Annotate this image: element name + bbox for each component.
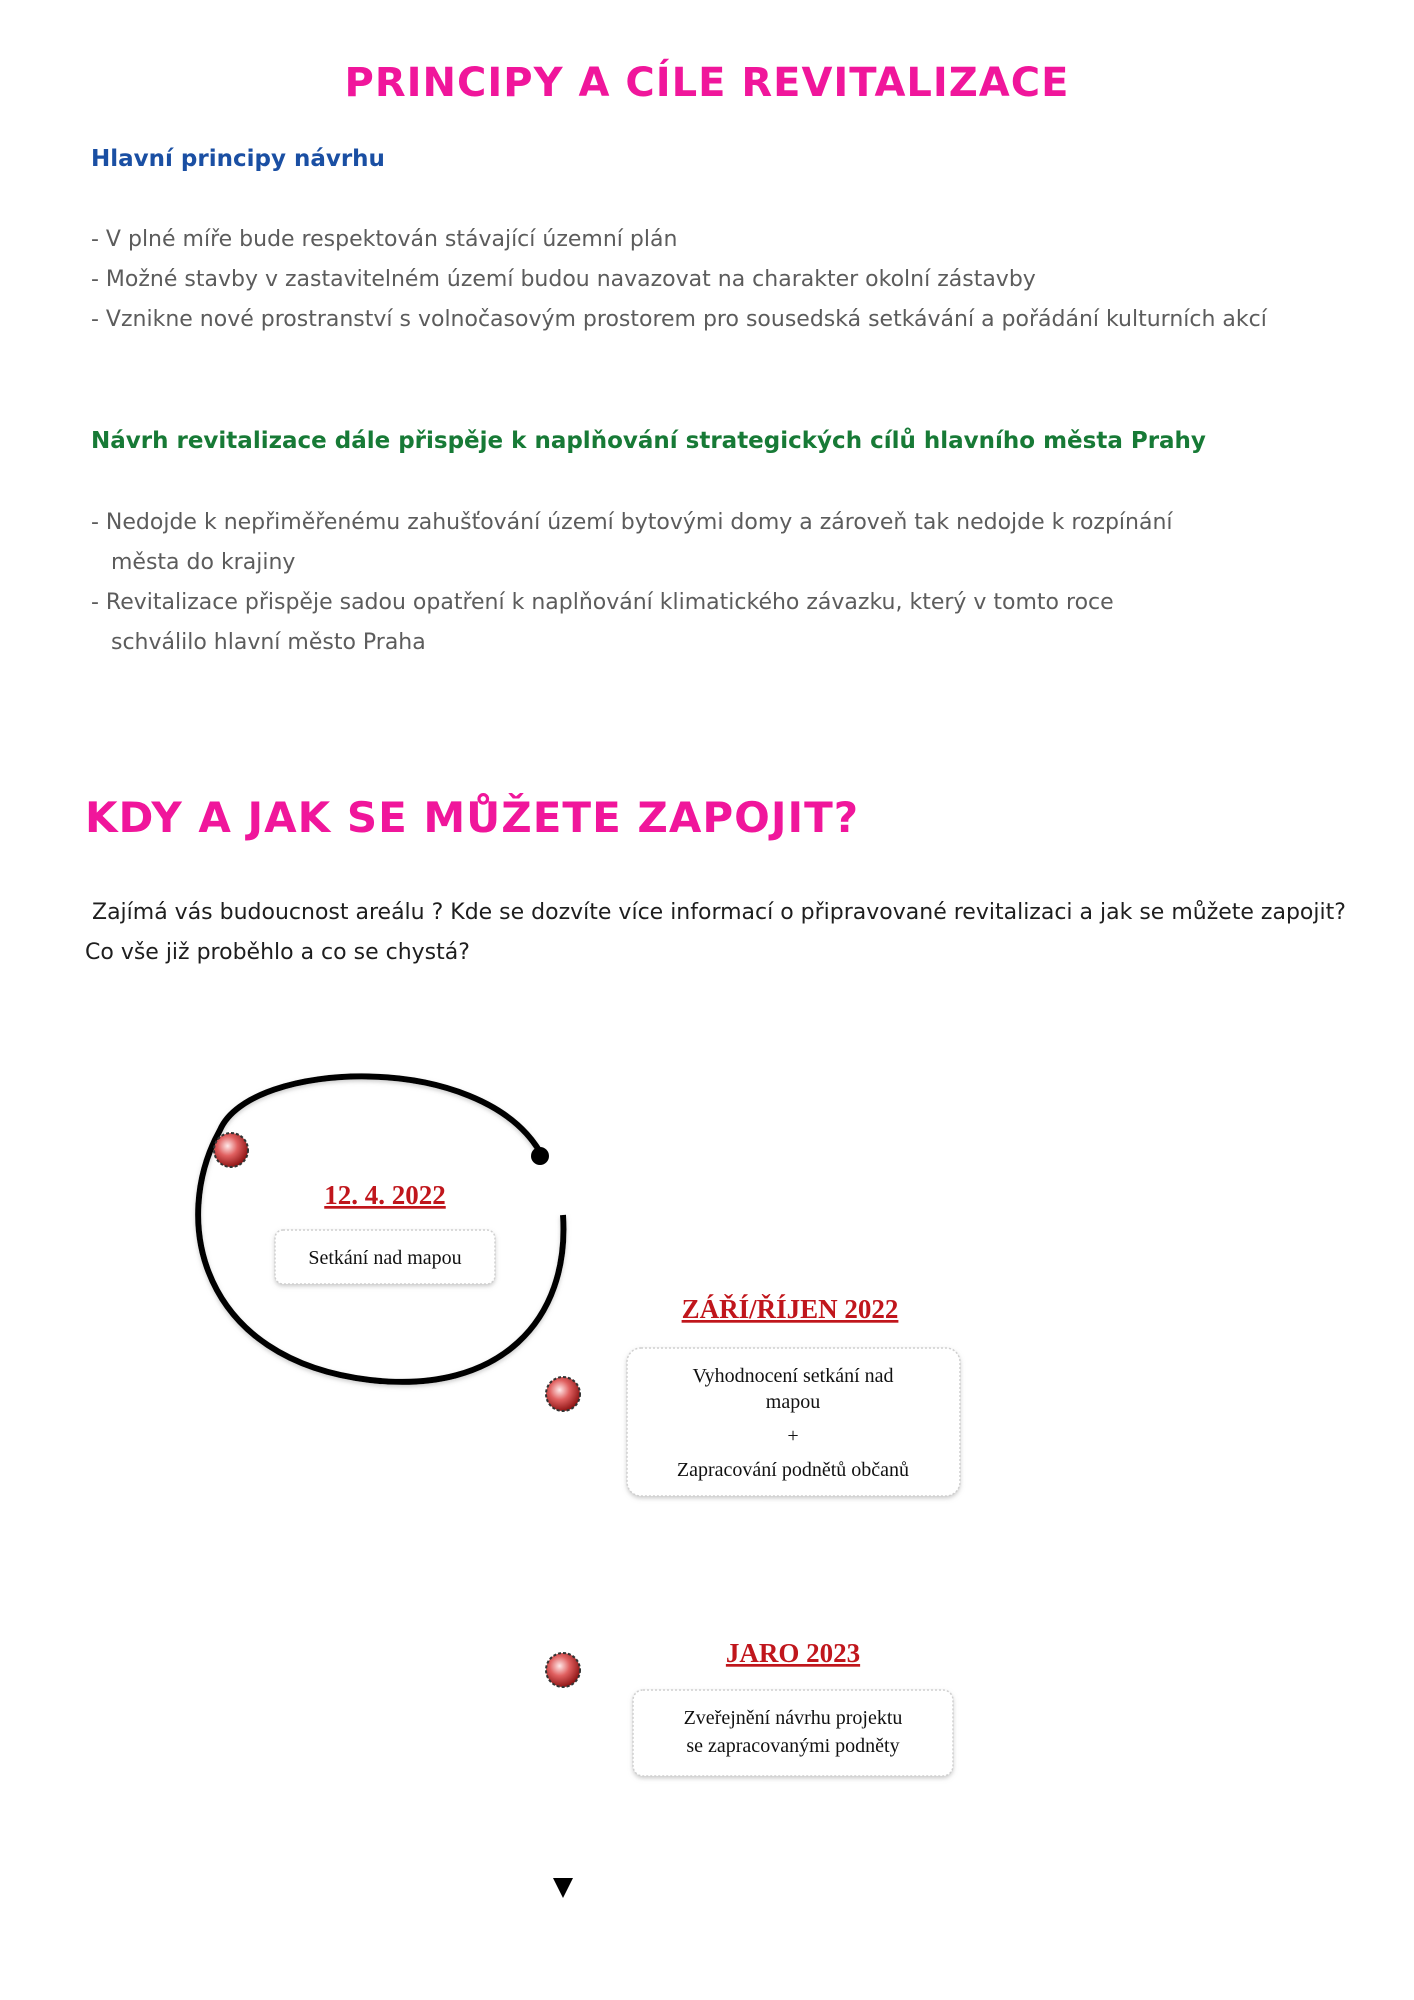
intro-paragraph [85,893,1365,973]
event-text: se zapracovanými podněty [686,1735,900,1757]
list-item-line: - Revitalizace přispěje sadou opatření k naplňování klimatického závazku, který v tomto roce [91,590,1114,615]
event-box [633,1690,953,1776]
event-text: Setkání nad mapou [308,1247,462,1269]
timeline-arrow-head [553,1878,573,1898]
event-text: Zapracování podnětů občanů [676,1459,910,1481]
list-item: - Vznikne nové prostranství s volnočasovým prostorem pro sousedská setkávání a pořádání kulturních akcí [91,307,1267,332]
event-date: 12. 4. 2022 [324,1180,446,1210]
participation-title: KDY A JAK SE MŮŽETE ZAPOJIT? [85,793,860,842]
list-item-line: - Nedojde k nepřiměřenému zahušťování území bytovými domy a zároveň tak nedojde k rozpínání [91,510,1173,535]
event-text: mapou [765,1391,821,1413]
event-date: JARO 2023 [725,1638,861,1668]
event-text: Zveřejnění návrhu projektu [683,1707,903,1729]
list-item [91,503,1173,583]
intro-line: Zajímá vás budoucnost areálu ? Kde se dozvíte více informací o připravované revitalizaci a jak se můžete zapojit? [85,900,1346,925]
list-item [91,583,1173,663]
principles-heading: Hlavní principy návrhu [91,146,385,172]
event-text: + [787,1425,799,1447]
list-item-continuation: města do krajiny [111,550,296,575]
event-text: Vyhodnocení setkání nad [692,1365,894,1387]
list-item-continuation: schválilo hlavní město Praha [111,630,426,655]
timeline-loop [198,1076,563,1381]
event-date: ZÁŘÍ/ŘÍJEN 2022 [681,1294,899,1324]
goals-heading: Návrh revitalizace dále přispěje k naplňování strategických cílů hlavního města Prahy [91,428,1206,454]
principles-list [91,220,1267,340]
milestone-dot [214,1133,248,1167]
milestone-dot [546,1653,580,1687]
intro-line: Co vše již proběhlo a co se chystá? [85,940,470,965]
milestone-dot [546,1377,580,1411]
page-title: PRINCIPY A CÍLE REVITALIZACE [344,60,1070,106]
goals-list [91,503,1173,663]
list-item: - Možné stavby v zastavitelném území budou navazovat na charakter okolní zástavby [91,267,1036,292]
timeline-diagram [0,1060,1414,1920]
loop-end-dot [531,1147,549,1165]
list-item: - V plné míře bude respektován stávající územní plán [91,227,678,252]
